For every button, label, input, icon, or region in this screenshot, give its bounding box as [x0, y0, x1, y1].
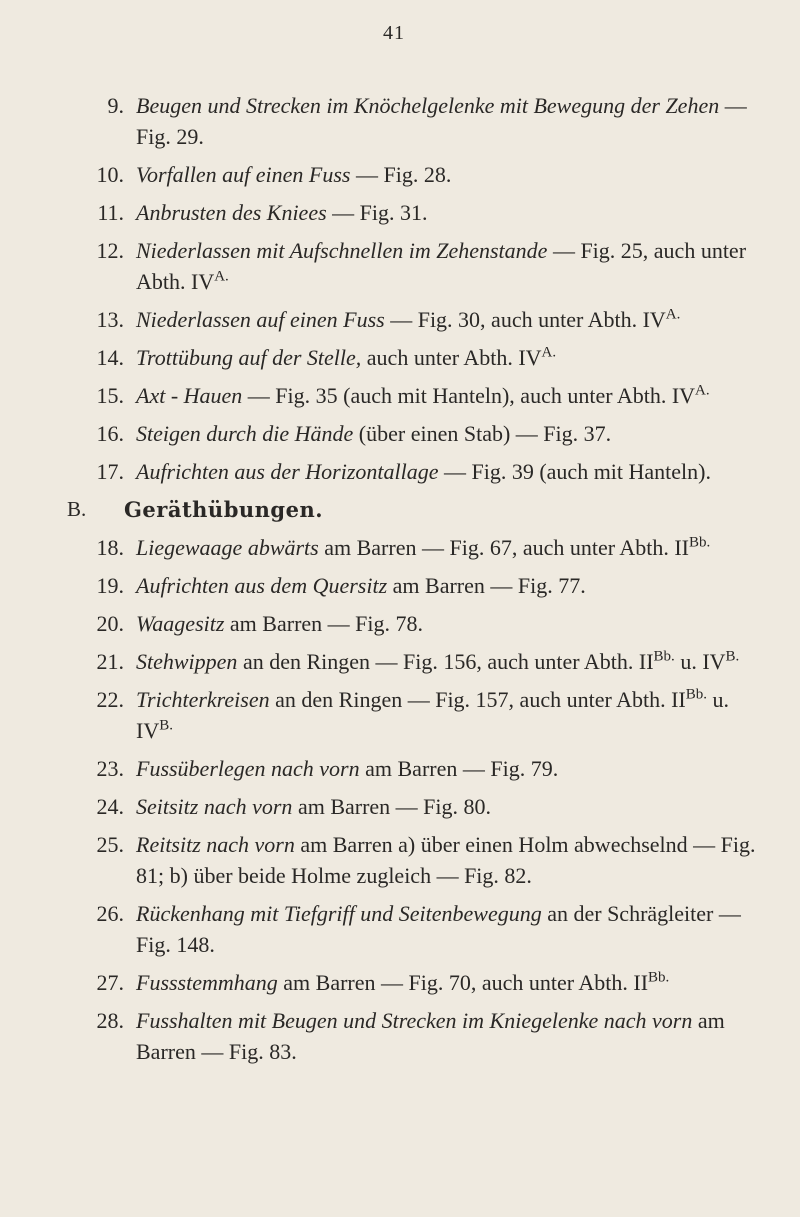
- exercise-list: [67, 90, 770, 1074]
- list-item: [90, 646, 770, 677]
- exercise-reference: an den Ringen — Fig. 157, auch unter Abth. II: [269, 687, 686, 712]
- section-letter: B.: [67, 497, 87, 521]
- exercise-title: Fussstemmhang: [136, 970, 278, 995]
- exercise-reference: (über einen Stab) — Fig. 37.: [353, 421, 612, 446]
- item-number: 18.: [96, 535, 124, 560]
- exercise-title: Axt - Hauen: [136, 383, 243, 408]
- item-number: 11.: [97, 200, 124, 225]
- list-item: [90, 90, 770, 152]
- exercise-title: Trichterkreisen: [136, 687, 270, 712]
- item-number: 13.: [96, 307, 124, 332]
- exercise-title: Vorfallen auf einen Fuss: [136, 162, 351, 187]
- exercise-title: Niederlassen auf einen Fuss: [136, 307, 385, 332]
- item-text: [136, 608, 770, 639]
- exercise-title: Aufrichten aus der Horizontallage: [136, 459, 439, 484]
- page-number: 41: [383, 22, 405, 44]
- item-text: [136, 829, 770, 891]
- exercise-title: Fusshalten mit Beugen und Strecken im Kniegelenke nach vorn: [136, 1008, 693, 1033]
- list-item: [90, 829, 770, 891]
- item-number: 22.: [96, 687, 124, 712]
- division-superscript: A.: [695, 382, 710, 399]
- exercise-list-b: [90, 532, 770, 1067]
- list-item: [90, 197, 770, 228]
- item-text: [136, 753, 770, 784]
- item-number: 27.: [96, 970, 124, 995]
- item-text: [136, 304, 770, 335]
- division-superscript: Bb.: [689, 534, 711, 551]
- division-superscript: Bb.: [648, 969, 670, 986]
- item-number: 12.: [96, 238, 124, 263]
- exercise-list-a: [90, 90, 770, 487]
- exercise-reference: — Fig. 29.: [136, 93, 747, 149]
- list-item: [90, 342, 770, 373]
- division-superscript: A.: [665, 306, 681, 323]
- list-item: [90, 967, 770, 998]
- exercise-title: Liegewaage abwärts: [136, 535, 319, 560]
- exercise-reference: — Fig. 39 (auch mit Hanteln).: [438, 459, 711, 484]
- division-superscript: B.: [725, 648, 740, 665]
- list-item: [90, 570, 770, 601]
- list-item: [90, 684, 770, 746]
- exercise-reference: am Barren — Fig. 78.: [224, 611, 424, 636]
- list-item: [90, 532, 770, 563]
- exercise-reference: am Barren — Fig. 79.: [359, 756, 559, 781]
- item-number: 26.: [96, 901, 124, 926]
- item-number: 17.: [96, 459, 124, 484]
- exercise-reference: — Fig. 31.: [326, 200, 428, 225]
- item-text: [136, 898, 770, 960]
- exercise-reference: — Fig. 35 (auch mit Hanteln), auch unter Abth. IV: [242, 383, 696, 408]
- division-superscript: A.: [541, 344, 557, 361]
- list-item: [90, 159, 770, 190]
- division-superscript: Bb.: [685, 686, 707, 703]
- exercise-reference: an der Schrägleiter — Fig. 148.: [136, 901, 741, 957]
- item-number: 16.: [96, 421, 124, 446]
- list-item: [90, 608, 770, 639]
- item-number: 23.: [96, 756, 124, 781]
- item-number: 24.: [96, 794, 124, 819]
- exercise-title: Beugen und Strecken im Knöchelgelenke mit Bewegung der Zehen: [136, 93, 720, 118]
- item-text: [136, 791, 770, 822]
- exercise-reference: — Fig. 28.: [350, 162, 452, 187]
- exercise-reference: am Barren a) über einen Holm abwechselnd — Fig. 81; b) über beide Holme zugleich — Fig. 82.: [136, 832, 756, 888]
- division-superscript: B.: [159, 717, 173, 734]
- exercise-title: Seitsitz nach vorn: [136, 794, 293, 819]
- exercise-title: Reitsitz nach vorn: [136, 832, 295, 857]
- exercise-title: Trottübung auf der Stelle,: [136, 345, 362, 370]
- exercise-title: Stehwippen: [136, 649, 238, 674]
- exercise-title: Rückenhang mit Tiefgriff und Seitenbewegung: [136, 901, 542, 926]
- item-text: [136, 342, 770, 373]
- item-number: 14.: [96, 345, 124, 370]
- item-number: 28.: [96, 1008, 124, 1033]
- list-item: [90, 791, 770, 822]
- exercise-reference: — Fig. 25, auch unter Abth. IV: [136, 238, 747, 294]
- item-text: [136, 456, 770, 487]
- item-text: [136, 532, 770, 563]
- section-title: Geräthübungen.: [124, 497, 324, 522]
- item-text: [136, 380, 770, 411]
- exercise-title: Niederlassen mit Aufschnellen im Zehenstande: [136, 238, 548, 263]
- division-superscript: Bb.: [653, 648, 675, 665]
- item-text: [136, 197, 770, 228]
- list-item: [90, 235, 770, 297]
- exercise-title: Aufrichten aus dem Quersitz: [136, 573, 388, 598]
- exercise-title: Waagesitz: [136, 611, 225, 636]
- section-heading-b: [67, 494, 770, 525]
- exercise-title: Fussüberlegen nach vorn: [136, 756, 360, 781]
- exercise-reference-extra: u. IV: [674, 649, 726, 674]
- exercise-reference: auch unter Abth. IV: [361, 345, 542, 370]
- exercise-reference: an den Ringen — Fig. 156, auch unter Abth. II: [237, 649, 654, 674]
- exercise-reference-extra: u. IV: [136, 687, 729, 743]
- exercise-title: Anbrusten des Kniees: [136, 200, 327, 225]
- list-item: [90, 898, 770, 960]
- list-item: [90, 753, 770, 784]
- list-item: [90, 380, 770, 411]
- item-text: [136, 684, 770, 746]
- item-text: [136, 235, 770, 297]
- item-number: 9.: [107, 93, 124, 118]
- item-number: 20.: [96, 611, 124, 636]
- item-number: 21.: [96, 649, 124, 674]
- item-text: [136, 646, 770, 677]
- exercise-reference: am Barren — Fig. 70, auch unter Abth. II: [277, 970, 649, 995]
- division-superscript: A.: [214, 268, 229, 285]
- list-item: [90, 1005, 770, 1067]
- item-number: 15.: [96, 383, 124, 408]
- item-text: [136, 570, 770, 601]
- item-text: [136, 1005, 770, 1067]
- exercise-reference: am Barren — Fig. 80.: [292, 794, 492, 819]
- exercise-reference: am Barren — Fig. 77.: [387, 573, 586, 598]
- exercise-title: Steigen durch die Hände: [136, 421, 354, 446]
- exercise-reference: am Barren — Fig. 83.: [136, 1008, 725, 1064]
- item-number: 10.: [96, 162, 124, 187]
- item-text: [136, 90, 770, 152]
- list-item: [90, 456, 770, 487]
- exercise-reference: — Fig. 30, auch unter Abth. IV: [384, 307, 666, 332]
- item-text: [136, 967, 770, 998]
- item-text: [136, 159, 770, 190]
- item-number: 25.: [96, 832, 124, 857]
- item-text: [136, 418, 770, 449]
- list-item: [90, 418, 770, 449]
- list-item: [90, 304, 770, 335]
- exercise-reference: am Barren — Fig. 67, auch unter Abth. II: [318, 535, 689, 560]
- item-number: 19.: [96, 573, 124, 598]
